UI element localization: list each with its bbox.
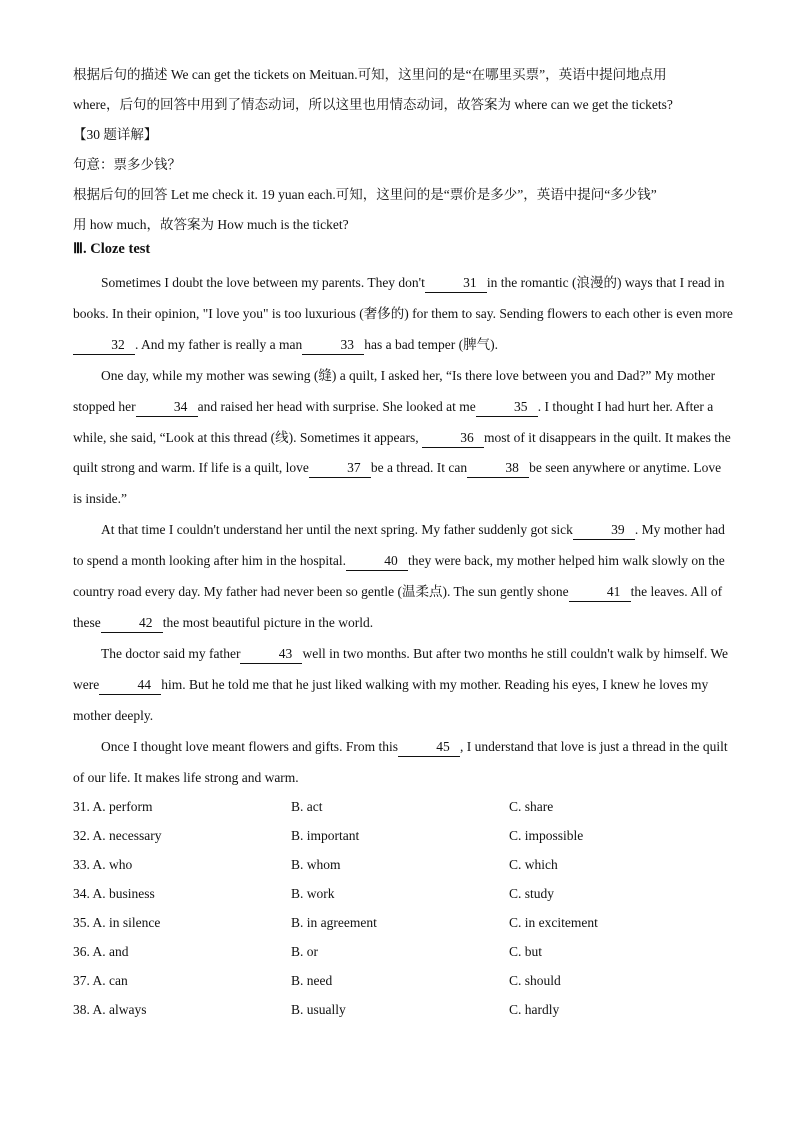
option-row-35 xyxy=(73,908,733,937)
explanation-line: 用 how much，故答案为 How much is the ticket? xyxy=(73,217,349,232)
option-a: 37. A. can xyxy=(73,972,128,988)
option-c: C. impossible xyxy=(509,827,584,843)
option-b: B. act xyxy=(291,798,323,814)
option-c: C. hardly xyxy=(509,1001,560,1017)
option-b: B. usually xyxy=(291,1001,346,1017)
blank-39: 39 xyxy=(573,521,635,540)
passage-paragraph-4 xyxy=(73,639,733,732)
passage-text: One day, while my mother was sewing (缝) a quilt, I asked her, “Is there love between you and Dad?” My mother stopped her xyxy=(73,367,716,414)
option-a: 38. A. always xyxy=(73,1001,147,1017)
question-30-heading: 【30 题详解】 xyxy=(73,127,158,142)
blank-33: 33 xyxy=(302,336,364,355)
option-b: B. work xyxy=(291,885,335,901)
blank-42: 42 xyxy=(101,614,163,633)
option-row-31 xyxy=(73,792,733,821)
option-b: B. important xyxy=(291,827,360,843)
passage-text: Sometimes I doubt the love between my parents. They don't xyxy=(101,275,425,290)
blank-38: 38 xyxy=(467,459,529,478)
passage-text: be seen anywhere or anytime. Love is inside.” xyxy=(73,460,722,507)
blank-43: 43 xyxy=(240,645,302,664)
blank-31: 31 xyxy=(425,274,487,293)
option-c: C. should xyxy=(509,972,561,988)
option-row-32 xyxy=(73,821,733,850)
blank-36: 36 xyxy=(422,429,484,448)
cloze-passage xyxy=(73,268,733,793)
section-title: Ⅲ. Cloze test xyxy=(73,241,151,257)
option-b: B. need xyxy=(291,972,333,988)
blank-40: 40 xyxy=(346,552,408,571)
passage-text: At that time I couldn't understand her until the next spring. My father suddenly got sick xyxy=(101,522,573,538)
blank-37: 37 xyxy=(309,459,371,478)
passage-text: the most beautiful picture in the world. xyxy=(162,614,374,630)
explanation-line: 根据后句的回答 Let me check it. 19 yuan each.可知，这里问的是“票价是多少”，英语中提问“多少钱” xyxy=(73,187,657,202)
option-c: C. which xyxy=(509,856,558,872)
blank-32: 32 xyxy=(73,336,135,355)
explanation-line: where，后句的回答中用到了情态动词，所以这里也用情态动词，故答案为 where can we get the tickets? xyxy=(73,97,673,112)
option-a: 32. A. necessary xyxy=(73,827,162,843)
passage-text: Once I thought love meant flowers and gifts. From this xyxy=(101,738,398,754)
passage-text: has a bad temper (脾气). xyxy=(364,336,499,352)
passage-text: and raised her head with surprise. She looked at me xyxy=(197,398,476,414)
passage-text: be a thread. It can xyxy=(370,460,468,476)
passage-text: . My mother had to spend a month looking after him in the hospital. xyxy=(73,522,725,569)
passage-text: they were back, my mother helped him walk slowly on the country road every day. My father had never been so gentle (温柔点). The sun gently shone xyxy=(73,553,725,600)
blank-35: 35 xyxy=(476,398,538,417)
explanation-line: 句意：票多少钱？ xyxy=(73,157,181,172)
explanation-line: 根据后句的描述 We can get the tickets on Meituan.可知，这里问的是“在哪里买票”，英语中提问地点用 xyxy=(73,67,667,82)
passage-paragraph-3 xyxy=(73,515,733,639)
answer-explanation xyxy=(73,60,733,240)
option-a: 35. A. in silence xyxy=(73,914,161,930)
passage-text: most of it disappears in the quilt. It makes the quilt strong and warm. If life is a quilt, love xyxy=(73,429,731,476)
option-a: 33. A. who xyxy=(73,856,133,872)
option-a: 31. A. perform xyxy=(73,798,153,814)
option-c: C. share xyxy=(509,798,554,814)
passage-paragraph-5 xyxy=(73,732,733,794)
blank-34: 34 xyxy=(136,398,198,417)
passage-text: . I thought I had hurt her. After a while, she said, “Look at this thread (线). Sometimes it appears, xyxy=(73,398,714,445)
blank-45: 45 xyxy=(398,738,460,757)
option-row-34 xyxy=(73,879,733,908)
option-row-33 xyxy=(73,850,733,879)
answer-options xyxy=(73,792,733,1024)
blank-41: 41 xyxy=(569,583,631,602)
passage-text: well in two months. But after two months he still couldn't walk by himself. We were xyxy=(73,645,729,692)
passage-text: . And my father is really a man xyxy=(135,336,303,352)
option-b: B. or xyxy=(291,943,318,959)
passage-text: in the romantic (浪漫的) ways that I read in books. In their opinion, "I love you" is too luxurious (奢侈的) for them to say. Sending flowers to each other is even more xyxy=(73,275,733,321)
passage-text: , I understand that love is just a thread in the quilt of our life. It makes life strong and warm. xyxy=(73,738,728,785)
option-c: C. study xyxy=(509,885,555,901)
option-a: 34. A. business xyxy=(73,885,155,901)
option-b: B. whom xyxy=(291,856,341,872)
passage-text: him. But he told me that he just liked walking with my mother. Reading his eyes, I knew he loves my mother deeply. xyxy=(73,676,709,723)
option-row-38 xyxy=(73,995,733,1024)
option-row-36 xyxy=(73,937,733,966)
passage-text: the leaves. All of these xyxy=(73,584,723,630)
option-c: C. but xyxy=(509,943,543,959)
option-b: B. in agreement xyxy=(291,914,377,930)
option-row-37 xyxy=(73,966,733,995)
blank-44: 44 xyxy=(99,676,161,695)
option-c: C. in excitement xyxy=(509,914,598,930)
passage-paragraph-1 xyxy=(73,268,733,361)
passage-text: The doctor said my father xyxy=(101,645,241,661)
option-a: 36. A. and xyxy=(73,943,129,959)
passage-paragraph-2 xyxy=(73,361,733,516)
